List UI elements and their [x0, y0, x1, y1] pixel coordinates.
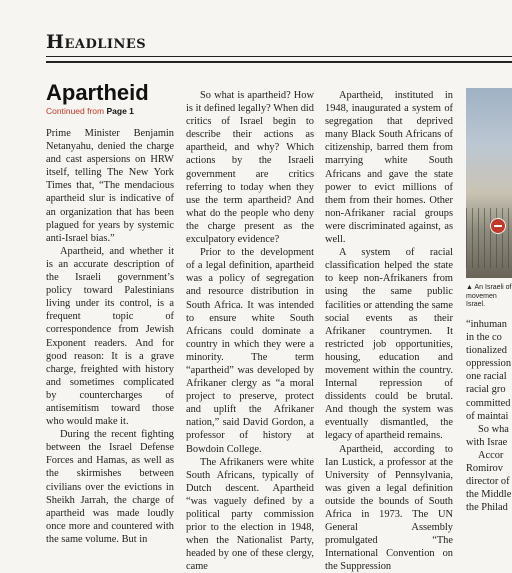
- line: So wha: [478, 423, 509, 435]
- line: the Middle: [466, 489, 512, 501]
- line: the Philad: [466, 502, 508, 514]
- fence-graphic: [466, 208, 512, 268]
- article-photo: [466, 88, 512, 278]
- section-header: Headlines: [46, 31, 147, 53]
- line: “inhuman: [466, 319, 507, 330]
- article-column-2: [186, 89, 314, 573]
- no-entry-sign-icon: [490, 218, 506, 234]
- paragraph: A system of racial classification helped the state to keep non-Afrikaners from using the same public facilities or attending the same social events as their Afrikaner countrymen. It restricted job opportunities, housing, education and movement within the country. Internal repression of dissidents could be brutal. And though the system was eventually dismantled, the legacy of apartheid remains.: [325, 247, 453, 442]
- line: Accor: [478, 449, 504, 461]
- paragraph: Prime Minister Benjamin Netanyahu, denied the charge and cast aspersions on HRW itself, telling The New York Times that, “The mendacious apartheid slur is indicative of an organization that has been plagued for years by systemic anti-Israel bias.”: [46, 128, 174, 244]
- header-rule: [46, 56, 512, 57]
- article-column-3: [325, 89, 453, 573]
- paragraph: During the recent fighting between the Israel Defense Forces and Hamas, as well as the skirmishes between civilians over the evictions in Sheikh Jarrah, the charge of apartheid was made loudly once more and countered with the same volume. But in: [46, 429, 174, 545]
- paragraph: Apartheid, and whether it is an accurate description of the Israeli government’s policy toward Palestinians living under its control, is a frequent topic of correspondence from Jewish Exponent readers. And for good reason: It is a grave charge, freighted with history and sometimes complicated by countercharges of antisemitism toward those who would make it.: [46, 245, 174, 428]
- line: committed: [466, 397, 511, 409]
- line: tionalized: [466, 345, 507, 357]
- continued-from: [46, 106, 134, 116]
- line: racial gro: [466, 384, 506, 396]
- article-column-1: [46, 127, 174, 546]
- line: of maintai: [466, 410, 509, 422]
- line: oppression: [466, 358, 512, 370]
- paragraph: The Afrikaners were white South Africans, typically of Dutch descent. Apartheid “was vaguely defined by a political party commission prior to the election in 1948, when the Nationalist Party, headed by one of these clergy, came: [186, 456, 314, 573]
- line: Romirov: [466, 463, 503, 475]
- paragraph: Apartheid, according to Ian Lustick, a professor at the University of Pennsylvania, was given a legal definition outside the bounds of South Africa in 1973. The UN General Assembly promulgated “The International Convention on the Suppression: [325, 443, 453, 573]
- continued-page-link[interactable]: Page 1: [106, 106, 134, 116]
- article-column-4: [466, 318, 512, 514]
- line: with Israe: [466, 436, 508, 448]
- line: one racial: [466, 371, 507, 383]
- article-title: Apartheid: [46, 80, 149, 105]
- continued-prefix: Continued from: [46, 106, 107, 116]
- line: in the co: [466, 332, 502, 344]
- photo-caption: ▲ An Israeli of movemen Israel.: [466, 284, 512, 308]
- paragraph: Prior to the development of a legal definition, apartheid was a policy of segregation and resource distribution in South Africa. It was intended to ensure white South Africans could dominate a country in which they were a minority. The term “apartheid” was developed by Afrikaner clergy as “a moral project to preserve, protect and uplift the Afrikaner nation,” said David Gordon, a professor of history at Bowdoin College.: [186, 247, 314, 455]
- header-rule-thick: [46, 61, 512, 63]
- paragraph: Apartheid, instituted in 1948, inaugurated a system of segregation that deprived many Black South Africans of citizenship, barred them from marrying white South Africans and gave the state power to evict millions of them from their homes. Other non-Afrikaner racial groups were discriminated against, as well.: [325, 90, 453, 246]
- line: director of: [466, 476, 510, 488]
- paragraph: So what is apartheid? How is it defined legally? When did critics of Israel begin to describe their actions as apartheid, and why? Which actions by the Israeli government are critics referring to today when they use the term apartheid? And what do the people who deny the charge present as the exculpatory evidence?: [186, 90, 314, 246]
